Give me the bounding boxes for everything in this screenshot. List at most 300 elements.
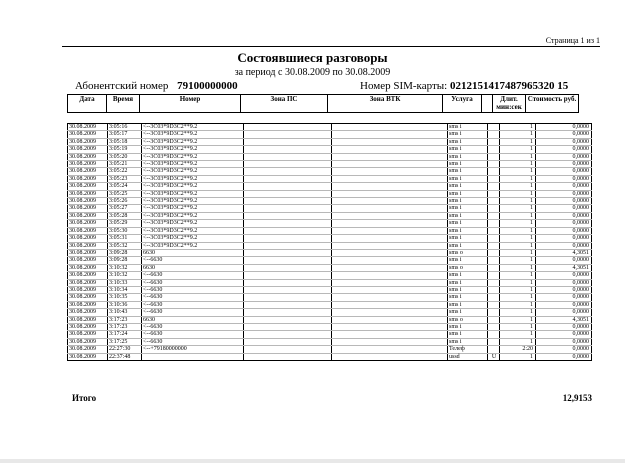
row-date: 30.08.2009 [68, 331, 108, 338]
row-cost: 0,0000 [536, 124, 592, 131]
row-zone-vtk [332, 346, 448, 353]
report-period: за период с 30.08.2009 по 30.08.2009 [234, 67, 391, 78]
header-time: Время [107, 95, 140, 113]
row-zone-ps [244, 131, 332, 138]
table-row [68, 323, 592, 330]
row-date: 30.08.2009 [68, 124, 108, 131]
row-cost: 0,0000 [536, 242, 592, 249]
row-date: 30.08.2009 [68, 338, 108, 345]
table-row [68, 168, 592, 175]
row-flag [488, 279, 500, 286]
row-time: 3:17:25 [108, 338, 142, 345]
row-time: 3:05:17 [108, 131, 142, 138]
row-zone-vtk [332, 161, 448, 168]
row-number: <--3C03*9D3C2**9.2 [142, 205, 244, 212]
row-duration: 1 [500, 316, 536, 323]
row-flag [488, 161, 500, 168]
row-duration: 1 [500, 242, 536, 249]
row-flag [488, 309, 500, 316]
row-flag [488, 264, 500, 271]
row-cost: 0,0000 [536, 198, 592, 205]
total-value: 12,9153 [562, 393, 592, 403]
row-service: Телеф [448, 346, 488, 353]
row-date: 30.08.2009 [68, 198, 108, 205]
row-number: <--3C03*9D3C2**9.2 [142, 168, 244, 175]
row-duration: 1 [500, 331, 536, 338]
row-zone-vtk [332, 272, 448, 279]
row-date: 30.08.2009 [68, 346, 108, 353]
row-zone-vtk [332, 124, 448, 131]
row-cost: 0,0000 [536, 175, 592, 182]
row-date: 30.08.2009 [68, 168, 108, 175]
row-time: 3:05:21 [108, 161, 142, 168]
row-zone-vtk [332, 294, 448, 301]
sim-info [360, 80, 568, 92]
row-zone-ps [244, 161, 332, 168]
header-flag [482, 95, 493, 113]
row-service: sms i [448, 198, 488, 205]
row-zone-vtk [332, 153, 448, 160]
row-zone-ps [244, 346, 332, 353]
row-service: sms i [448, 272, 488, 279]
row-flag [488, 212, 500, 219]
row-cost: 0,0000 [536, 212, 592, 219]
table-row [68, 346, 592, 353]
row-date: 30.08.2009 [68, 146, 108, 153]
row-flag [488, 124, 500, 131]
scan-edge [0, 459, 625, 463]
row-date: 30.08.2009 [68, 249, 108, 256]
row-zone-ps [244, 272, 332, 279]
row-number: <--6630 [142, 301, 244, 308]
row-time: 3:05:24 [108, 183, 142, 190]
table-row [68, 309, 592, 316]
row-flag [488, 227, 500, 234]
row-zone-vtk [332, 279, 448, 286]
row-service: sms i [448, 301, 488, 308]
row-date: 30.08.2009 [68, 220, 108, 227]
row-flag [488, 198, 500, 205]
row-date: 30.08.2009 [68, 264, 108, 271]
table-row [68, 124, 592, 131]
row-time: 3:10:35 [108, 294, 142, 301]
row-service: sms i [448, 138, 488, 145]
row-time: 3:05:26 [108, 198, 142, 205]
row-duration: 1 [500, 301, 536, 308]
row-zone-vtk [332, 168, 448, 175]
row-zone-vtk [332, 249, 448, 256]
table-row [68, 264, 592, 271]
row-duration: 1 [500, 205, 536, 212]
row-zone-vtk [332, 198, 448, 205]
row-cost: 0,0000 [536, 227, 592, 234]
row-zone-ps [244, 220, 332, 227]
row-zone-ps [244, 286, 332, 293]
row-date: 30.08.2009 [68, 131, 108, 138]
row-duration: 1 [500, 124, 536, 131]
table-row [68, 205, 592, 212]
row-date: 30.08.2009 [68, 227, 108, 234]
row-date: 30.08.2009 [68, 235, 108, 242]
row-service: sms i [448, 175, 488, 182]
row-zone-ps [244, 227, 332, 234]
table-row [68, 316, 592, 323]
header-service: Услуга [443, 95, 482, 113]
row-cost: 0,0000 [536, 138, 592, 145]
table-row [68, 212, 592, 219]
table-row [68, 279, 592, 286]
row-number: <--6630 [142, 272, 244, 279]
row-zone-ps [244, 212, 332, 219]
row-time: 3:05:31 [108, 235, 142, 242]
table-row [68, 249, 592, 256]
row-date: 30.08.2009 [68, 323, 108, 330]
row-duration: 2:20 [500, 346, 536, 353]
row-number: <--3C03*9D3C2**9.2 [142, 183, 244, 190]
row-duration: 1 [500, 153, 536, 160]
row-service: ussd [448, 353, 488, 360]
row-date: 30.08.2009 [68, 272, 108, 279]
row-cost: 0,0000 [536, 331, 592, 338]
subscriber-label: Абонентский номер [75, 80, 169, 92]
row-cost: 0,0000 [536, 323, 592, 330]
row-cost: 0,0000 [536, 309, 592, 316]
row-cost: 0,0000 [536, 153, 592, 160]
row-zone-vtk [332, 286, 448, 293]
row-date: 30.08.2009 [68, 175, 108, 182]
row-number: <--6630 [142, 309, 244, 316]
table-row [68, 257, 592, 264]
row-flag [488, 272, 500, 279]
row-time: 3:10:34 [108, 286, 142, 293]
row-number: <--3C03*9D3C2**9.2 [142, 198, 244, 205]
row-zone-ps [244, 183, 332, 190]
row-zone-vtk [332, 138, 448, 145]
row-flag [488, 338, 500, 345]
row-cost: 0,0000 [536, 161, 592, 168]
row-date: 30.08.2009 [68, 242, 108, 249]
row-zone-vtk [332, 301, 448, 308]
row-flag [488, 323, 500, 330]
row-number: <--3C03*9D3C2**9.2 [142, 153, 244, 160]
row-zone-ps [244, 175, 332, 182]
row-duration: 1 [500, 294, 536, 301]
table-row [68, 338, 592, 345]
table-row [68, 286, 592, 293]
row-time: 3:09:28 [108, 249, 142, 256]
row-time: 3:10:32 [108, 264, 142, 271]
row-number: <--6630 [142, 279, 244, 286]
row-cost: 4,3051 [536, 316, 592, 323]
row-zone-ps [244, 301, 332, 308]
row-flag [488, 346, 500, 353]
row-zone-ps [244, 249, 332, 256]
table-row [68, 301, 592, 308]
row-duration: 1 [500, 264, 536, 271]
row-service: sms i [448, 242, 488, 249]
row-service: sms i [448, 153, 488, 160]
row-zone-ps [244, 294, 332, 301]
table-row [68, 294, 592, 301]
row-zone-ps [244, 279, 332, 286]
row-duration: 1 [500, 168, 536, 175]
row-zone-vtk [332, 323, 448, 330]
row-number: <--3C03*9D3C2**9.2 [142, 212, 244, 219]
row-duration: 1 [500, 286, 536, 293]
row-date: 30.08.2009 [68, 153, 108, 160]
row-flag [488, 235, 500, 242]
row-duration: 1 [500, 220, 536, 227]
row-duration: 1 [500, 338, 536, 345]
table-row [68, 242, 592, 249]
row-service: sms i [448, 183, 488, 190]
row-cost: 0,0000 [536, 220, 592, 227]
row-time: 3:05:23 [108, 175, 142, 182]
row-zone-vtk [332, 183, 448, 190]
row-flag [488, 146, 500, 153]
row-number: 6630 [142, 264, 244, 271]
row-date: 30.08.2009 [68, 212, 108, 219]
row-cost: 0,0000 [536, 235, 592, 242]
row-number: <--3C03*9D3C2**9.2 [142, 190, 244, 197]
row-cost: 0,0000 [536, 205, 592, 212]
row-flag [488, 183, 500, 190]
row-flag [488, 168, 500, 175]
row-service: sms i [448, 161, 488, 168]
row-time: 3:10:32 [108, 272, 142, 279]
row-flag [488, 138, 500, 145]
row-zone-vtk [332, 205, 448, 212]
row-zone-ps [244, 331, 332, 338]
header-zone-vtk: Зона ВТК [328, 95, 443, 113]
row-flag [488, 286, 500, 293]
row-zone-vtk [332, 146, 448, 153]
row-duration: 1 [500, 183, 536, 190]
row-date: 30.08.2009 [68, 257, 108, 264]
row-zone-vtk [332, 316, 448, 323]
row-service: sms i [448, 124, 488, 131]
row-cost: 0,0000 [536, 294, 592, 301]
row-duration: 1 [500, 353, 536, 360]
row-flag [488, 331, 500, 338]
row-number [142, 353, 244, 360]
row-number: <--3C03*9D3C2**9.2 [142, 124, 244, 131]
row-duration: 1 [500, 146, 536, 153]
row-zone-vtk [332, 353, 448, 360]
total-label: Итого [72, 393, 97, 403]
row-service: sms i [448, 286, 488, 293]
row-flag: U [488, 353, 500, 360]
row-time: 3:05:18 [108, 138, 142, 145]
row-duration: 1 [500, 190, 536, 197]
row-flag [488, 220, 500, 227]
row-date: 30.08.2009 [68, 183, 108, 190]
row-time: 3:05:29 [108, 220, 142, 227]
row-zone-ps [244, 309, 332, 316]
row-flag [488, 294, 500, 301]
row-number: <--6630 [142, 338, 244, 345]
row-time: 3:05:19 [108, 146, 142, 153]
row-zone-ps [244, 153, 332, 160]
row-cost: 0,0000 [536, 353, 592, 360]
row-flag [488, 131, 500, 138]
row-time: 3:17:24 [108, 331, 142, 338]
table-row [68, 161, 592, 168]
row-cost: 0,0000 [536, 338, 592, 345]
row-service: sms i [448, 257, 488, 264]
row-time: 3:05:28 [108, 212, 142, 219]
row-cost: 0,0000 [536, 146, 592, 153]
row-number: <--6630 [142, 331, 244, 338]
row-time: 3:10:43 [108, 309, 142, 316]
row-flag [488, 242, 500, 249]
row-number: <--3C03*9D3C2**9.2 [142, 227, 244, 234]
header-number: Номер [140, 95, 241, 113]
row-flag [488, 175, 500, 182]
row-time: 3:05:16 [108, 124, 142, 131]
row-time: 3:17:23 [108, 323, 142, 330]
row-date: 30.08.2009 [68, 301, 108, 308]
row-number: <--3C03*9D3C2**9.2 [142, 161, 244, 168]
row-zone-ps [244, 205, 332, 212]
table-row [68, 235, 592, 242]
table-row [68, 353, 592, 360]
sim-label: Номер SIM-карты: [360, 80, 448, 92]
row-time: 3:05:30 [108, 227, 142, 234]
column-headers [67, 94, 579, 113]
row-number: <--3C03*9D3C2**9.2 [142, 138, 244, 145]
row-zone-ps [244, 257, 332, 264]
row-number: <--3C03*9D3C2**9.2 [142, 131, 244, 138]
row-zone-ps [244, 138, 332, 145]
row-duration: 1 [500, 272, 536, 279]
row-service: sms i [448, 131, 488, 138]
table-row [68, 153, 592, 160]
sim-number: 0212151417487965320 15 [449, 80, 569, 92]
table-row [68, 183, 592, 190]
row-service: sms i [448, 294, 488, 301]
row-service: sms i [448, 190, 488, 197]
row-time: 3:05:32 [108, 242, 142, 249]
row-time: 3:10:33 [108, 279, 142, 286]
row-number: <--6630 [142, 294, 244, 301]
row-service: sms i [448, 220, 488, 227]
row-service: sms i [448, 146, 488, 153]
row-service: sms i [448, 227, 488, 234]
row-cost: 4,3051 [536, 264, 592, 271]
row-number: <--3C03*9D3C2**9.2 [142, 220, 244, 227]
row-flag [488, 190, 500, 197]
page-number: Страница 1 из 1 [545, 36, 600, 45]
row-time: 3:10:36 [108, 301, 142, 308]
row-time: 22:37:48 [108, 353, 142, 360]
row-date: 30.08.2009 [68, 353, 108, 360]
row-cost: 0,0000 [536, 131, 592, 138]
row-date: 30.08.2009 [68, 205, 108, 212]
row-duration: 1 [500, 249, 536, 256]
table-row [68, 331, 592, 338]
row-zone-vtk [332, 242, 448, 249]
row-time: 3:05:22 [108, 168, 142, 175]
row-number: <--6630 [142, 257, 244, 264]
row-zone-ps [244, 235, 332, 242]
table-row [68, 272, 592, 279]
row-number: 6630 [142, 249, 244, 256]
row-number: <--3C03*9D3C2**9.2 [142, 242, 244, 249]
row-duration: 1 [500, 175, 536, 182]
table-row [68, 190, 592, 197]
row-zone-vtk [332, 331, 448, 338]
row-cost: 0,0000 [536, 346, 592, 353]
row-zone-ps [244, 146, 332, 153]
row-duration: 1 [500, 279, 536, 286]
row-service: sms i [448, 323, 488, 330]
table-row [68, 138, 592, 145]
table-row [68, 146, 592, 153]
report-title: Состоявшиеся разговоры [237, 50, 388, 65]
header-duration: Длит. мин:сек [493, 95, 526, 113]
row-service: sms i [448, 279, 488, 286]
row-cost: 0,0000 [536, 286, 592, 293]
row-service: sms i [448, 205, 488, 212]
row-service: sms o [448, 316, 488, 323]
row-cost: 0,0000 [536, 279, 592, 286]
row-cost: 0,0000 [536, 183, 592, 190]
row-cost: 0,0000 [536, 168, 592, 175]
row-zone-vtk [332, 257, 448, 264]
row-service: sms i [448, 338, 488, 345]
row-service: sms o [448, 264, 488, 271]
row-number: <--3C03*9D3C2**9.2 [142, 175, 244, 182]
row-zone-ps [244, 338, 332, 345]
row-service: sms i [448, 168, 488, 175]
row-cost: 4,3051 [536, 249, 592, 256]
row-duration: 1 [500, 131, 536, 138]
row-number: <--6630 [142, 286, 244, 293]
row-service: sms i [448, 331, 488, 338]
row-duration: 1 [500, 198, 536, 205]
subscriber-info [75, 80, 238, 92]
row-zone-vtk [332, 338, 448, 345]
row-zone-vtk [332, 220, 448, 227]
subscriber-number: 79100000000 [177, 80, 238, 92]
row-time: 3:17:23 [108, 316, 142, 323]
row-duration: 1 [500, 309, 536, 316]
row-service: sms i [448, 212, 488, 219]
calls-table [67, 123, 592, 361]
row-time: 3:05:25 [108, 190, 142, 197]
row-zone-ps [244, 323, 332, 330]
row-date: 30.08.2009 [68, 279, 108, 286]
row-number: <--3C03*9D3C2**9.2 [142, 235, 244, 242]
row-duration: 1 [500, 257, 536, 264]
row-time: 22:27:30 [108, 346, 142, 353]
row-cost: 0,0000 [536, 301, 592, 308]
row-zone-ps [244, 353, 332, 360]
row-date: 30.08.2009 [68, 316, 108, 323]
row-zone-vtk [332, 190, 448, 197]
row-duration: 1 [500, 227, 536, 234]
row-zone-ps [244, 242, 332, 249]
row-date: 30.08.2009 [68, 294, 108, 301]
row-date: 30.08.2009 [68, 138, 108, 145]
row-date: 30.08.2009 [68, 286, 108, 293]
row-date: 30.08.2009 [68, 161, 108, 168]
row-duration: 1 [500, 323, 536, 330]
header-zone-ps: Зона ПС [241, 95, 328, 113]
row-zone-vtk [332, 264, 448, 271]
row-flag [488, 257, 500, 264]
